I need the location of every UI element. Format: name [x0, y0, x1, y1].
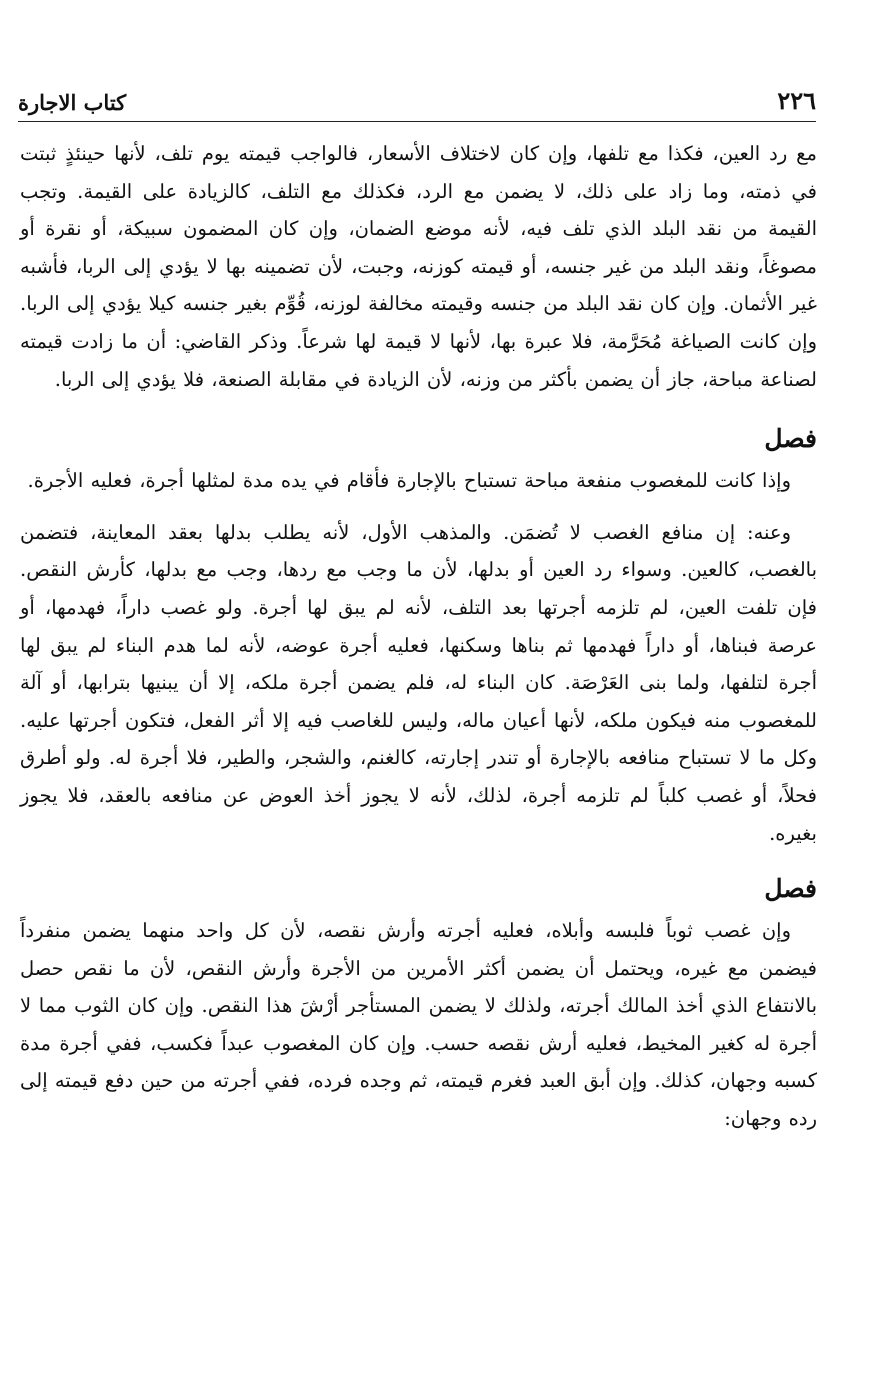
page-number: ٢٢٦ — [777, 86, 816, 115]
paragraph-garment: وإن غصب ثوباً فلبسه وأبلاه، فعليه أجرته وأرش نقصه، لأن كل واحد منهما يضمن منفرداً فيضمن مع غيره، ويحتمل أن يضمن أكثر الأمرين من الأجرة وأرش النقص، لأن ما نقص حصل بالانتفاع الذي أخذ المالك أجرته، ولذلك لا يضمن المستأجر أرْشَ هذا النقص. وإن كان الثوب مما لا أجرة له كغير المخيط، فعليه أرش نقصه حسب. وإن كان المغصوب عبداً فكسب، ففي أجرة مدة كسبه وجهان، كذلك. وإن أبق العبد فغرم قيمته، ثم وجده فرده، ففي أجرته من حين دفع قيمته إلى رده وجهان: — [20, 919, 817, 1131]
paragraph-usufruct: وإذا كانت للمغصوب منفعة مباحة تستباح بالإجارة فأقام في يده مدة لمثلها أجرة، فعليه الأجرة. — [27, 469, 791, 493]
spacer — [20, 852, 817, 866]
spacer — [20, 398, 817, 416]
running-title: كتاب الاجارة — [18, 90, 127, 115]
spacer — [20, 500, 817, 514]
paragraph-valuation: مع رد العين، فكذا مع تلفها، وإن كان لاختلاف الأسعار، فالواجب قيمته يوم تلف، لأنها حينئذٍ ثبتت في ذمته، وما زاد على ذلك، لا يضمن مع الرد، فكذلك مع التلف، كالزيادة على القيمة. وتجب القيمة من نقد البلد الذي تلف فيه، لأنه موضع الضمان، وإن كان المضمون سبيكة، أو نقرة أو مصوغاً، ونقد البلد من غير جنسه، أو قيمته كوزنه، وجبت، لأن تضمينه بها لا يؤدي إلى الربا، فأشبه غير الأثمان. وإن كان نقد البلد من جنسه وقيمته مخالفة لوزنه، قُوِّم بغير جنسه كيلا يؤدي إلى الربا. وإن كانت الصياغة مُحَرَّمة، فلا عبرة بها، لأنها لا قيمة لها شرعاً. وذكر القاضي: أن ما زادت قيمته لصناعة مباحة، جاز أن يضمن بأكثر من وزنه، لأن الزيادة في مقابلة الصنعة، فلا يؤدي إلى الربا. — [20, 142, 817, 391]
section-heading: فصل — [764, 424, 817, 454]
page-header — [18, 82, 816, 122]
section-heading: فصل — [764, 874, 817, 904]
page-body — [20, 135, 817, 1138]
paragraph-usufruct-detail: وعنه: إن منافع الغصب لا تُضمَن. والمذهب الأول، لأنه يطلب بدلها بعقد المعاينة، فتضمن بالغصب، كالعين. وسواء رد العين أو بدلها، لأن ما وجب مع ردها، وجب مع بدلها، كأرش النقص. فإن تلفت العين، لم تلزمه أجرتها بعد التلف، لأنه لم يبق لها أجرة. ولو غصب داراً، فهدمها، أو عرصة فبناها، أو داراً فهدمها ثم بناها وسكنها، فعليه أجرة عوضه، لأنه لما هدم البناء لم يبق لها أجرة لتلفها، ولما بنى العَرْصَة. كان البناء له، فلم يضمن أجرة ملكه، إلا أن يبنيها بترابها، أو آلة للمغصوب منه فيكون ملكه، لأنها أعيان ماله، وليس للغاصب فيه إلا أثر الفعل، فتكون أجرتها عليه. وكل ما لا تستباح منافعه بالإجارة أو تندر إجارته، كالغنم، والشجر، والطير، فلا أجرة له. ولو أطرق فحلاً، أو غصب كلباً لم تلزمه أجرة، لذلك، لأنه لا يجوز أخذ العوض عن منافعه بالعقد، فلا يجوز بغيره. — [20, 520, 817, 845]
